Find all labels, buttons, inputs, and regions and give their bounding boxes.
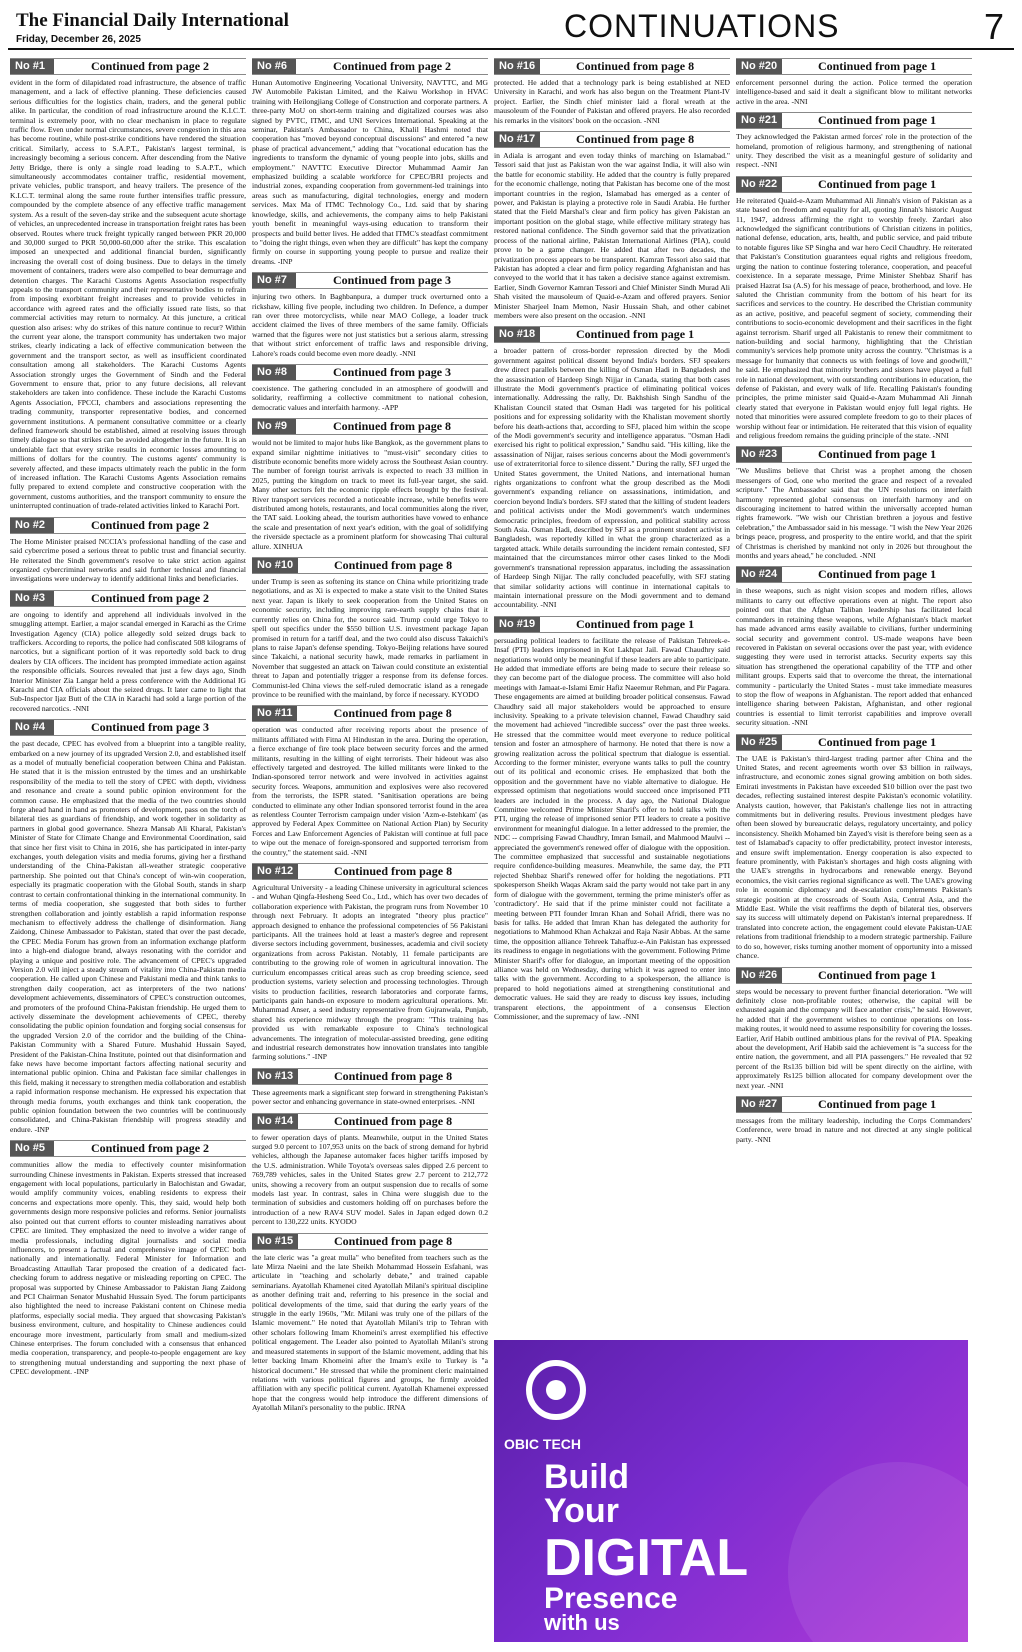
article-number: No #18 [494,327,540,342]
continued-from-label: Continued from page 1 [817,567,937,582]
continuation-article [252,557,488,699]
article-header [736,176,972,193]
continued-from-label: Continued from page 8 [333,1113,453,1128]
article-body: a broader pattern of cross-border repression directed by the Modi government against political dissent beyond India's borders. SFJ speakers drew direct parallels between the killing of Osman Hadi in Bangladesh and the assassination of Hardeep Singh Nijjar in Canada, stating that both cases illustrate the Modi government's practice of eliminating political voices internationally. Addressing the rally, Dr. Bakhshish Singh Sandhu of the Khalistan Council stated that Osman Hadi was targeted for his political positions and for expressing solidarity with the Khalistan movement shortly before his death-actions that, according to SFJ, placed him within the scope of the Modi government's security and intelligence apparatus. "Osman Hadi exercised his right to political expression," Sandhu said. "His killing, like the assassination of Nijjar, raises serious concerns about the Modi government's use of extraterritorial force to silence dissent." During the rally, SFJ urged the United States government, the United Nations, and international human rights organizations to confront what the group described as the Modi government's expanding reliance on assassinations, intimidation, and coercion beyond India's borders. SFJ stated that the killing of student leaders and political activists under the Modi government's watch undermines democratic principles, freedom of expression, and political stability across South Asia. Osman Hadi, described by SFJ as a prominent student activist in Bangladesh, was reportedly killed in what the group characterized as a targeted attack. While details surrounding the incident remain contested, SFJ maintained that the circumstances mirror other cases linked to the Modi government's transnational repression apparatus, including the assassination of Hardeep Singh Nijjar. The rally concluded peacefully, with SFJ stating that similar solidarity actions will continue in international capitals to maintain international pressure on the Modi government and to demand accountability. -NNI [494,346,730,610]
continuation-article [736,112,972,170]
article-body: under Trump is seen as softening its stance on China while prioritizing trade negotiations, and as Xi is expected to make a state visit to the United States next year. Japan is likely to seek cooperation from the United States on economic security, including improving rare-earth supply chains that it currently relies on China for, the source said. Trump could urge Tokyo to spell out specifics under the $550 billion U.S. investment package Japan promised in return for a tariff deal, and the two could also discuss Takaichi's plans to raise Japan's defense spending. Tokyo-Beijing relations have soured since Takaichi, a national security hawk, made remarks in parliament in November that suggested an attack on Taiwan could constitute an existential threat to Japan and potentially trigger a response from its defense forces. Communist-led China views the self-ruled democratic island as a renegade province to be reunified with the mainland, by force if necessary. KYODO [252,577,488,699]
continued-from-label: Continued from page 2 [90,517,210,532]
article-number: No #8 [252,365,296,380]
article-number: No #22 [736,177,782,192]
ad-line-1: Build [544,1458,629,1496]
article-header [252,58,488,75]
article-header [252,705,488,722]
continuation-article [10,58,246,511]
article-body: They acknowledged the Pakistan armed forces' role in the protection of the homeland, promotion of religious harmony, and strengthening of national unity. They described the visit as a meaningful gesture of solidarity and respect. -NNI [736,132,972,170]
continuation-article [252,863,488,1062]
article-body: messages from the military leadership, including the Corps Commanders' Conference, were broad in nature and not directed at any single political party. -NNI [736,1115,972,1144]
continued-from-label: Continued from page 8 [333,1068,453,1083]
article-number: No #23 [736,447,782,462]
masthead [8,6,1014,50]
column-1 [10,58,246,1644]
article-number: No #17 [494,132,540,147]
continued-from-label: Continued from page 8 [575,59,695,73]
continuation-article [736,446,972,560]
page-number: 7 [983,6,1004,47]
article-body: are ongoing to identify and apprehend all individuals involved in the smuggling attempt. Earlier, a major scandal emerged in Karachi as the Crime Investigation Agency (CIA) police allegedly sold seized drugs back to traffickers. According to reports, the police had confiscated 508 kilograms of narcotics, but a significant portion of it was reportedly sold back to drug dealers by CIA officers. The incident has prompted immediate action against the responsible officials. Sources revealed that just a few days ago, Sindh Interior Minister Zia Langar held a press conference with the Additional IG Karachi and CIA officials about the seized drugs. It later came to light that Sub-Inspector Ijaz Butt of the CIA in Karachi had sold a large portion of the recovered narcotics. -NNI [10,609,246,713]
continued-from-label: Continued from page 8 [333,558,453,573]
article-number: No #7 [252,273,296,288]
article-body: Agricultural University - a leading Chinese university in agricultural sciences - and Wuhan Qingfa-Hesheng Seed Co., Ltd., which has over two decades of collaboration experience with Pakistan, the program runs from November 10 through next February. It adopts an integrated "theory plus practice" approach designed to enhance the professional competencies of 56 Pakistani participants. All the trainees hold at least a master's degree and represent diverse sectors including government, businesses, academia and civil society organizations from across Pakistan. Notably, 11 female participants are contributing to the growing role of women in agricultural innovation. The curriculum encompasses critical areas such as crop breeding science, seed production systems, variety selection and processing technologies. Through visits to production facilities, research laboratories and corporate farms, participants gain hands-on exposure to modern agricultural operations. Mr. Muhammad Anser, a seed industry representative from Gujranwala, Punjab, shared his experience midway through the program: "This training has provided us with remarkable exposure to China's technological advancements. The integration of molecular-assisted breeding, gene editing and industrial research demonstrates how innovation translates into tangible farming solutions." -INP [252,883,488,1062]
article-body: in Adiala is arrogant and even today thinks of marching on Islamabad." Tessori said that just as Pakistan won the war against India, it will also win the battle for economic stability. He added that the country is fully prepared for the economic challenge, noting that Pakistan has become one of the most important countries in the region, Islamabad has emerged as a center of power, and Pakistan is playing a protective role in Saudi Arabia. He further stated that the Field Marshal's clear and firm policy has given Pakistan an important position on the global stage, while effective military strategy has restored national confidence. The Sindh governor said that the privatization process of the national airline, Pakistan International Airlines (PIA), could prove to be a game changer. He added that after two decades, the privatization process appears to be transparent. Kamran Tessori also said that Pakistan has adopted a clear and firm policy regarding Afghanistan and has conveyed to the world that it has taken a decisive stance against extremism. Earlier, Sindh Governor Kamran Tessori and Chief Minister Sindh Murad Ali Shah visited the mausoleum of Quaid-e-Azam and offered prayers. Senior Minister Sharjeel Inam Memon, Nasir Hussain Shah, and other cabinet members were also present on the occasion. -NNI [494,151,730,320]
continued-from-label: Continued from page 1 [817,59,937,73]
article-body: evident in the form of dilapidated road infrastructure, the absence of traffic management, and a lack of effective planning. These deficiencies caused serious difficulties for the logistics chain, traders, and the general public alike. In particular, the condition of road infrastructure around the K.I.C.T. terminal is extremely poor, with no clear mechanism in place to regulate traffic flow. Even under normal circumstances, severe congestion in this area has become routine, while post-strike conditions have rendered the situation critical. Similarly, access to S.A.P.T., Pakistan's largest terminal, is increasingly becoming a serious concern. After descending from the Native Jetty Bridge, there is only a single road leading to S.A.P.T., which simultaneously accommodates container traffic, residential movement, private vehicles, public transport, and heavy trailers. The presence of the K.I.C.T. terminal along the same route further intensifies traffic pressure, compounded by the complete absence of any effective traffic management system. As a result of the seven-day strike and the subsequent acute shortage of vehicles, an unprecedented increase in transportation freight rates has been observed. Routes where truck freight typically ranged between PKR 20,000 and 30,000 surged to PKR 50,000-60,000 after the strike. This escalation imposed an unexpected and additional financial burden, significantly increasing the overall cost of doing business. Due to delays in the timely movement of containers, traders were also compelled to bear demurrage and detention charges. The Karachi Customs Agents Association respectfully appeals to the transport community and their representative bodies to refrain from imposing exorbitant freight increases and to provide vehicles in accordance with agreed rates and the officially issued rate lists, so that commercial activities may return to normalcy. At this juncture, a critical question also arises: why do strikes of this nature continue to recur? Within the current year alone, the transport community has undertaken two major strikes, clearly indicating a lack of effective communication between the government and the transport sector, as well as insufficient coordinated consultation among all stakeholders. The Karachi Customs Agents Association strongly urges the Government of Sindh and the Federal Government to ensure that, prior to any future decisions, all relevant stakeholders are taken into confidence. These include the Karachi Customs Agents Association, FPCCI, chambers and associations representing the trading community, transporter representative bodies, and concerned government institutions. A permanent consultative committee or a clearly defined framework should be established, aimed at resolving issues through timely dialogue so that strikes can be avoided altogether in the future. It is an undeniable fact that every strike results in economic losses amounting to millions of dollars for the country. The customs agents' community is severely affected, and these impacts ultimately reach the public in the form of increased inflation. The Karachi Customs Agents Association remains fully prepared to extend complete and constructive cooperation with the government, customs authorities, and the transport community to ensure the uninterrupted continuation of trade-related activities linked to Karachi Port. [10,78,246,511]
article-header [252,272,488,289]
article-body: coexistence. The gathering concluded in an atmosphere of goodwill and solidarity, reaffirming a collective commitment to national cohesion, democratic values and interfaith harmony. -APP [252,383,488,412]
article-header [252,1233,488,1250]
continuation-article [494,131,730,320]
article-header [252,364,488,381]
article-number: No #27 [736,1097,782,1112]
continued-from-label: Continued from page 1 [817,967,937,982]
continued-from-label: Continued from page 1 [817,447,937,462]
article-body: the past decade, CPEC has evolved from a blueprint into a tangible reality, embarked on a new journey of its upgraded Version 2.0, and established itself as a model of mutually beneficial cooperation between China and Pakistan. He stated that it is the mission entrusted by the times and an unshirkable responsibility of the media to tell the story of CPEC with depth, vividness and resonance and create a sound public opinion environment for the common cause. He emphasized that the media of the two countries should forge ahead hand in hand as promoters of development, pass on the torch of bilateral ties as guardians of friendship, and work together in solidarity as partners in global good governance. Shezra Mansab Ali Kharal, Pakistan's Minister of State for Climate Change and Environmental Coordination, said that since her first visit to China in 2016, she has participated in inter-party exchanges, youth delegation visits and media forums, giving her a firsthand understanding of the China-Pakistan all-weather strategic cooperative partnership. She pointed out that China's concept of win-win cooperation, especially its pragmatic cooperation with the Global South, stands in sharp contrast to certain confrontational thinking in the international community. In terms of media cooperation, she suggested that both sides to further strengthen collaboration and jointly establish a rapid information response mechanism to effectively address the challenge of disinformation. Jiang Zaidong, Chinese Ambassador to Pakistan, stated that over the past decade, the CPEC Media Forum has grown from an information exchange platform into a high-end dialogue brand, always resonating with the corridor and playing a unique and positive role. The advancement of CPEC's upgraded Version 2.0 will inject a steady stream of vitality into China-Pakistan media cooperation. He called upon Chinese and Pakistani media and think tanks to strengthen daily cooperation, act as interpreters of the two nations' development achievements, disseminators of CPEC's construction outcomes, and promoters of the profound China-Pakistan friendship. He urged them to actively disseminate the development achievements of CPEC, thereby consolidating the public opinion foundation and forging social consensus for the upgraded Version 2.0 of the corridor and the building of the China-Pakistan Community with a Shared Future. Mushahid Hussain Sayed, President of the Pakistan-China Institute, pointed out that disinformation and fake news have become important factors affecting national security and international public opinion. China and Pakistan face similar challenges in this field, making it necessary to strengthen media collaboration and establish a rapid information response mechanism. He expressed his expectation that through media forums, youth exchanges and think tank cooperation, the public opinion foundation between the two countries will be continuously consolidated, and China-Pakistan friendship will progress steadily and endure. -INP [10,739,246,1134]
article-header [736,58,972,75]
continuation-article [252,418,488,551]
continuation-article [252,272,488,358]
continued-from-label: Continued from page 1 [575,327,695,342]
article-header [736,734,972,751]
article-header [252,1068,488,1085]
article-header [494,58,730,75]
article-number: No #15 [252,1234,298,1249]
continued-from-label: Continued from page 8 [332,419,452,434]
article-body: These agreements mark a significant step forward in strengthening Pakistan's power sector and enhancing governance in state-owned enterprises. -NNI [252,1087,488,1107]
ad-brand: OBIC TECH [504,1436,581,1452]
article-body: the late cleric was "a great mulla" who benefited from teachers such as the late Mirza Naeini and the late Sheikh Mohammad Hossein Esfahani, was articulate in "teaching and scholarly debate," and trained capable seminarians. Ayatollah Khamenei cited Ayatollah Milani's spiritual discipline as another defining trait and, referring to his presence in the social and political developments of the time, said that during the early years of the struggle in the early 1960s, "Mr. Milani was truly one of the pillars of the Islamic movement." He noted that Ayatollah Milani's trip to Tehran with other scholars following Imam Khomeini's arrest exemplified his effective political engagement. The Leader also pointed to Ayatollah Milani's strong and measured statements in support of the Islamic movement, adding that his letter backing Imam Khomeini after the Imam's exile to Turkey is "a historical document." He stressed that while the prominent cleric maintained relations with various political figures and groups, he firmly avoided affiliation with any specific political current. Ayatollah Khamenei expressed hope that the congress would help introduce the different dimensions of Ayatollah Milani's personality to the public. IRNA [252,1252,488,1413]
continued-from-label: Continued from page 3 [332,364,452,379]
continuation-article [252,705,488,857]
article-number: No #6 [252,59,296,74]
article-number: No #26 [736,968,782,983]
article-number: No #1 [10,59,54,74]
article-header [736,967,972,984]
continued-from-label: Continued from page 3 [332,273,452,288]
article-header [494,326,730,343]
continued-from-label: Continued from page 8 [575,132,695,147]
continuation-article [736,566,972,727]
continued-from-label: Continued from page 8 [333,864,453,879]
continued-from-label: Continued from page 2 [90,590,210,605]
ad-line-5: with us [544,1610,620,1635]
article-header [252,418,488,435]
issue-date: Friday, December 26, 2025 [16,34,141,45]
continuation-article [736,176,972,441]
continuation-article [252,364,488,412]
article-body: protected. He added that a technology park is being established at NED University in Karachi, and work has also begun on the Treatment Plant-IV project. Earlier, the Sindh chief minister laid a floral wreath at the mausoleum of the Founder of Pakistan and offered prayers. He also recorded his remarks in the visitors' book on the occasion. -NNI [494,78,730,125]
continued-from-label: Continued from page 8 [333,706,452,721]
article-body: enforcement personnel during the action. Police termed the operation intelligence-based and said it dealt a significant blow to militant networks active in the area. -NNI [736,78,972,106]
article-body: The Home Minister praised NCCIA's professional handling of the case and said cybercrime posed a serious threat to public trust and financial security. He reiterated the Sindh government's resolve to take strict action against organized cybercriminal networks and said further technical and financial investigations were underway to identify additional links and beneficiaries. [10,536,246,584]
continuation-article [10,590,246,713]
article-number: No #20 [736,59,782,74]
article-body: communities allow the media to effectively counter misinformation surrounding Chinese investments in Pakistan. Experts stressed that increased engagement with local populations, particularly in Balochistan and Gwadar, would amplify community voices, enabling residents to express their concerns and expectations more openly. This, they said, would help both governments design more responsive policies and reforms. Senior journalists also pointed out that current efforts to counter misleading narratives about CPEC are limited. They emphasized the need to involve a wider range of media professionals, including digital journalists and social media influencers, to present a factual and comprehensive image of CPEC both nationally and internationally. Federal Minister for Information and Broadcasting Attaullah Tarar proposed the creation of a dedicated fact-checking forum to address negative or misleading reporting on CPEC. The proposal was supported by Chinese Ambassador to Pakistan Jiang Zaidong and PCI Chairman Senator Mushahid Hussain Syed. The forum participants also highlighted the need to increase Pakistani content on Chinese media platforms, especially social media. They argued that showcasing Pakistan's business environment, culture, and hospitality to Chinese audiences could encourage more investment, particularly from small and medium-sized Chinese enterprises. The forum concluded with a consensus that enhanced media cooperation, transparency, and people-to-people engagement are key to strengthening mutual understanding and supporting the next phase of CPEC development. -INP [10,1160,246,1377]
article-number: No #14 [252,1114,298,1129]
continuation-article [494,58,730,125]
continuation-article [494,326,730,609]
continuation-article [252,1233,488,1413]
article-body: "We Muslims believe that Christ was a prophet among the chosen messengers of God, one who merited the grace and respect of a revealed scripture." The Ambassador said that the UN resolutions on interfaith harmony represented global consensus on interfaith harmony and on discouraging incitement to hatred within the universally accepted human rights framework. "We wish our Christian brethren a joyous and festive celebration," the Ambassador said in his message. "I wish the New Year 2026 brings peace, progress, and prosperity to the entire world, and that the spirit of Christmas is cherished by mankind not only in 2026 but throughout the months and years ahead," he concluded. -NNI [736,466,972,561]
continuation-article [10,517,246,584]
article-header [10,590,246,607]
continued-from-label: Continued from page 1 [817,176,937,191]
article-header [10,719,246,736]
article-number: No #21 [736,113,782,128]
obic-logo-icon [526,1360,586,1420]
article-number: No #5 [10,1141,54,1156]
continuation-article [10,1140,246,1376]
article-number: No #13 [252,1069,298,1084]
continued-from-label: Continued from page 3 [90,720,210,735]
obic-tech-advertisement[interactable] [494,1340,968,1642]
article-number: No #11 [252,706,297,721]
continuation-article [736,1096,972,1144]
continued-from-label: Continued from page 2 [90,59,210,73]
article-header [494,131,730,148]
ad-line-4: Presence [544,1582,678,1615]
continuation-article [736,58,972,106]
article-header [736,446,972,463]
article-header [10,1140,246,1157]
continued-from-label: Continued from page 1 [817,113,937,128]
article-number: No #3 [10,591,54,606]
continued-from-label: Continued from page 1 [817,734,937,749]
section-title: CONTINUATIONS [564,8,840,44]
article-number: No #12 [252,864,298,879]
article-number: No #2 [10,518,54,533]
article-number: No #24 [736,567,782,582]
continued-from-label: Continued from page 2 [332,59,452,73]
article-body: to fewer operation days of plants. Meanwhile, output in the United States surged 9.0 percent to 107,953 units on the back of strong demand for hybrid vehicles, although the Japanese automaker faces higher tariffs imposed by the U.S. administration. While Toyota's overseas sales dipped 2.6 percent to 769,789 vehicles, sales in the United States grew 2.7 percent to 212,772 units, showing a recovery from an output suspension due to recalls of some models last year. In contrast, sales in China were sluggish due to the termination of subsidies and customers holding off on purchases before the introduction of a new RAV4 SUV model. Sales in Japan edged down 0.2 percent to 130,222 units. KYODO [252,1132,488,1227]
article-body: Hunan Automotive Engineering Vocational University, NAVTTC, and MG JW Automobile Pakistan Limited, and the Kaiwu Workshop in HVAC training with Heilongjiang College of Construction and corporate partners. A three-party MoU on short-term training and digitalized courses was also signed by PVTC, ITMC, and UNI Services International. Speaking at the seminar, Pakistan's Ambassador to China, Khalil Hashmi noted that cooperation has "moved beyond conceptual discussions" and entered "a new phase of practical advancement," adding that "vocational education has the ingredients to transform the dynamic of young people into jobs, skills and employment." NAVTTC Executive Director Muhammad Aamir Jan emphasized building a scalable workforce for CPEC/BRI projects and industrial zones, expanding cooperation from government-led trainings into areas such as manufacturing, digital technologies, energy and modern services. Max Ma of ITMC Technology Co., Ltd. said that by sharing knowledge, skills, and achievements, the company aims to help Pakistani youth benefit in meaningful ways-using education to transform their prospects and build better lives. He added that ITMC's steadfast commitment to "doing the right things, even when they are difficult" has kept the company firmly on course in supporting young people to pursue and realize their dreams. -INP [252,78,488,266]
article-header [10,517,246,534]
article-header [252,863,488,880]
continued-from-label: Continued from page 8 [333,1233,453,1248]
article-body: steps would be necessary to prevent further financial deterioration. "We will definitely close non-profitable routes; otherwise, the capital will be exhausted again and the company will face another crisis," he said. However, he added that if the government wishes to continue operations on loss-making routes, it would need to assume responsibility for covering the losses. Earlier, Arif Habib outlined ambitious plans for the revival of PIA. Speaking about the development, Arif Habib said the achievement is "a success for the entire nation, the government, and all PIA passengers." He revealed that 92 percent of the Rs135 billion bid will be spent directly on the airline, with approximately Rs125 billion allocated for company development over the next year. -NNI [736,986,972,1090]
column-2 [252,58,488,1644]
continuation-article [252,1113,488,1227]
continuation-article [736,734,972,961]
article-body: persuading political leaders to facilitate the release of Pakistan Tehreek-e-Insaf (PTI) leaders imprisoned in Kot Lakhpat Jail. Fawad Chaudhry said negotiations would only be meaningful if these leaders are able to participate. He added that immediate efforts are being made to secure their release so they can become part of the dialogue process. The committee will also hold meetings with Jamaat-e-Islami Emir Hafiz Naeemur Rehman, and Pir Pagara. These engagements are aimed at building broader political consensus. Fawad Chaudhry said all major stakeholders would be approached to ensure inclusivity. Speaking to a private television channel, Fawad Chaudhry said the movement had achieved "incredible success" over the past three weeks. He stressed that the committee would meet everyone to reduce political tension and foster an atmosphere of harmony. He noted that there is now a growing realization across the political spectrum that dialogue is essential. According to the former minister, everyone wants talks to pull the country out of its political and economic crises. He emphasized that both the opposition and the government have no viable alternative to dialogue. He expressed optimism that negotiations would succeed once imprisoned PTI leaders are included in the process. A day ago, the National Dialogue Committee welcomed Prime Minister Sharif's offer to hold talks with the PTI, urging the release of imprisoned senior PTI leaders to create a positive environment for meaningful dialogue. In a letter addressed to the premier, the NDC -- comprising Fawad Chaudhry, Imran Ismail, and Mahmood Maulvi -- appreciated the government's renewed offer of dialogue with the opposition. The committee emphasized that successful and sustainable negotiations require confidence-building measures. Meanwhile, the same day, the PTI rejected Shehbaz Sharif's renewed offer for holding the negotiations. PTI spokesperson Sheikh Waqas Akram said the party would not take part in any form of dialogue with the government, terming the prime minister's offer as 'contradictory'. He said that if the prime minister could not facilitate a meeting between PTI founder Imran Khan and Sohail Afridi, there was no basis for talks. He added that Imran Khan has delegated the authority for negotiations to Mahmood Khan Achakzai and Raja Nasir Abbas. At the same time, the opposition alliance Tehreek Tahaffuz-e-Ain Pakistan has expressed its readiness to engage in negotiations with the government. Following Prime Minister Sharif's offer for dialogue, an important meeting of the opposition alliance was held on Wednesday, during which it was agreed to enter into talks with the government. According to a spokesperson, the alliance is prepared to hold negotiations aimed at strengthening constitutional and democratic values. He said they are ready to discuss key issues, including transparent elections, the appointment of a consensus Election Commissioner, and the supremacy of law. -NNI [494,635,730,1021]
article-number: No #16 [494,59,540,74]
article-number: No #4 [10,720,54,735]
article-body: He reiterated Quaid-e-Azam Muhammad Ali Jinnah's vision of Pakistan as a state based on freedom and equality for all, quoting Jinnah's historic August 11, 1947, address affirming the right to worship freely. Zardari also acknowledged the significant contributions of Christian citizens in politics, national defense, education, arts, health, and public service, and paid tribute to notable figures like SP Singha and war hero Cecil Chaudhry. He reiterated that Pakistan's Constitution guarantees equal rights and religious freedom, urging the nation to continue fostering tolerance, cooperation, and peaceful coexistence. In a separate message, Prime Minister Shehbaz Sharif has praised Hazrat Isa (A.S) for his message of peace, brotherhood, and love. He saluted the Christian community from the bottom of his heart for its sacrifices and services to the country. He described the Christian community as an active, positive, and peaceful segment of society, commending their contributions to socio-economic development and their sacrifices in the fight against terrorism. Sharif urged all Pakistanis to renew their commitment to nation-building and social harmony, highlighting that the Christian community's services help promote unity across the country. "Christmas is a message for humanity that connects us with feelings of love and goodwill," he said. He emphasized that minority brothers and sisters have played a full role in national development, with outstanding contributions in education, the defense of Pakistan, and every walk of life. Recalling Pakistan's founding principles, the prime minister said Quaid-e-Azam Muhammad Ali Jinnah clearly stated that everyone in Pakistan would enjoy full legal rights. He noted that minorities were assured complete freedom to go to their places of worship without fear or intimidation. He reiterated that this vision of equality and religious freedom remains the guiding principle of the state. -NNI [736,195,972,440]
article-header [494,616,730,633]
article-number: No #9 [252,419,296,434]
article-header [252,1113,488,1130]
newspaper-title: The Financial Daily International [16,10,289,31]
article-number: No #25 [736,735,782,750]
article-body: would not be limited to major hubs like Bangkok, as the government plans to expand similar nighttime initiatives to "must-visit" secondary cities to distribute economic benefits more widely across the Southeast Asian country. The number of foreign tourist arrivals is expected to reach 33 million in 2025, putting the kingdom on track to meet its full-year target, she said. Many other sectors felt the economic ripple effects brought by the festival. River transport services recorded a noticeable increase, while benefits were distributed among hotels, restaurants, and local communities along the river, the TAT said. Looking ahead, the tourism authorities have vowed to enhance the scale and presentation of next year's edition, with the goal of solidifying the riverside spectacle as a prominent platform for showcasing Thai cultural allure. XINHUA [252,438,488,551]
continuation-article [252,58,488,266]
continued-from-label: Continued from page 2 [90,1141,210,1156]
continued-from-label: Continued from page 1 [575,616,695,631]
article-header [736,112,972,129]
article-number: No #19 [494,617,540,632]
continuation-article [736,967,972,1090]
article-body: injuring two others. In Baghbanpura, a dumper truck overturned onto a rickshaw, killing five people, including two children. In Defence, a dumper ran over three motorcyclists, while near MAO College, a loader truck accident claimed the lives of three members of the same family. Officials warned that the figures were not just statistics but a serious alarm, stressing that without strict enforcement of traffic laws and responsible driving, Lahore's roads could become even more deadly. -NNI [252,292,488,358]
ad-line-3: DIGITAL [544,1529,749,1587]
continuation-article [494,616,730,1022]
article-body: operation was conducted after receiving reports about the presence of militants affiliated with Fitna Al Hindustan in the area. During the operation, a fierce exchange of fire took place between security forces and the armed militants, resulting in the killing of eight terrorists. Their hideout was also effectively targeted and destroyed. The killed militants were linked to the Indian-sponsored terror network and were involved in activities against security forces. Weapons, ammunition and explosives were also recovered from the terrorists, the ISPR stated. "Sanitisation operations are being conducted to eliminate any other Indian sponsored terrorist found in the area as relentless Counter Terrorism campaign under vision 'Azm-e-Istehkam' (as approved by Federal Apex Committee on National Action Plan) by Security Forces and Law Enforcement Agencies of Pakistan will continue at full pace to wipe out the menace of foreign-sponsored and supported terrorism from the country," the statement said. -NNI [252,725,488,857]
article-header [252,557,488,574]
article-number: No #10 [252,558,298,573]
continuation-article [252,1068,488,1107]
article-header [10,58,246,75]
article-body: The UAE is Pakistan's third-largest trading partner after China and the United States, and recent agreements worth over $3 billion in railways, infrastructure, and economic zones signal growing ambition on both sides. Emirati investments in Pakistan have exceeded $10 billion over the past two decades, reflecting sustained interest despite Pakistan's economic volatility. Analysts caution, however, that Pakistan's challenge lies not in attracting commitments but in delivering results. Previous investment pledges have often been slowed by bureaucratic delays, regulatory uncertainty, and policy inconsistency. Sheikh Mohamed bin Zayed's visit is therefore being seen as a test of Islamabad's capacity to offer predictability, protect investor interests, and ensure swift implementation. Energy cooperation is also expected to feature prominently, with Pakistan's shortages and high costs aligning with the UAE's strengths in hydrocarbons and renewable energy. Beyond economics, the visit carries regional significance as well. The UAE's growing role in economic diplomacy and de-escalation complements Pakistan's strategic position at the crossroads of South Asia, Central Asia, and the Middle East. While the visit reaffirms the depth of bilateral ties, observers say its success will ultimately depend on Pakistan's internal preparedness. If translated into concrete action, the engagement could elevate Pakistan-UAE relations from traditional friendship to a modern strategic partnership. Failure to do so, however, risks turning another moment of opportunity into a missed chance. [736,753,972,961]
decorative-blob [788,1462,968,1642]
continuation-article [10,719,246,1134]
article-header [736,566,972,583]
article-body: in these weapons, such as night vision scopes and modern rifles, allows militants to carry out effective operations even at night. The report also pointed out that the Afghan Taliban leadership has facilitated local commanders in retaining these weapons, while Afghanistan's black market has made advanced arms easily available to civilians, further undermining social security and government control. US-made weapons have been recovered in Pakistan on several occasions over the past year, with evidence suggesting they were used in terrorist attacks. Security experts say this situation has strengthened the operational capability of the TTP and other militant groups. Experts said that to overcome the threat, the international community - particularly the United States - must take immediate measures to stop the flow of weapons in Afghanistan. The report added that enhanced intelligence sharing between Pakistan, Afghanistan, and other regional countries is essential to limit terrorist capabilities and improve overall security situation. -NNI [736,586,972,728]
ad-line-2: Your [544,1492,619,1530]
continued-from-label: Continued from page 1 [817,1096,937,1111]
article-header [736,1096,972,1113]
